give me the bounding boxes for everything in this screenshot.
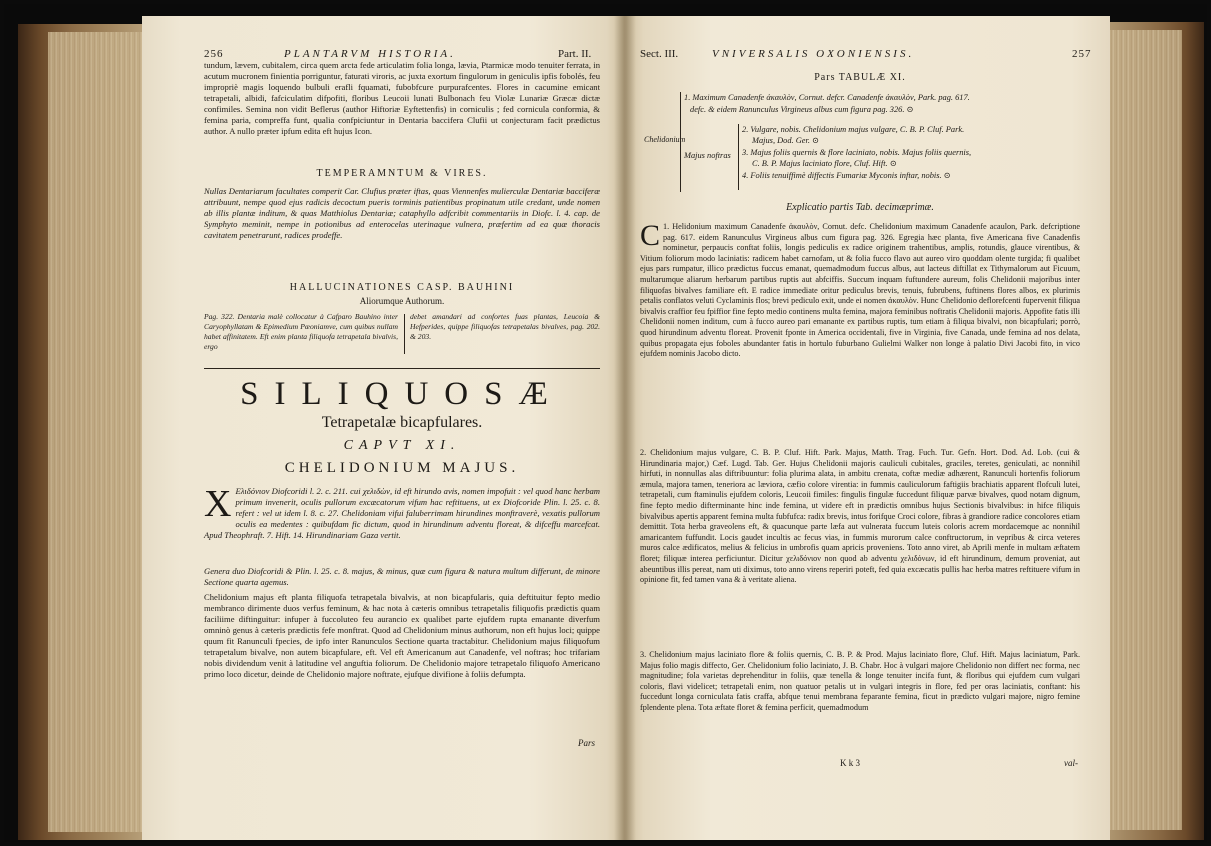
right-section-label: Sect. III. — [640, 48, 679, 60]
left-page-number: 256 — [204, 48, 224, 60]
table-entry-2a: 2. Vulgare, nobis. Chelidonium majus vulgare, C. B. P. Cluf. Park. — [742, 125, 965, 134]
open-book — [18, 10, 1204, 840]
inner-brace — [738, 124, 739, 190]
canadense-text: 1. Helidonium maximum Canadenfe ἀκαυλὸν, Cornut. defc. Chelidonium maximum Canadenfe acaulon, Park. defcriptione pag. 617. eidem Ranunculus Virgineus albus cum figura pag. 326. Egregia hæc planta, five Americana five Canadenfis nominetur, perpaucis conftat foliis, longis pediculis ex radice originem trahentibus, amplis, rotundis, glauce virentibus, & Vitium foliorum modo laciniatis: radicem habet carnofam, ut & folia fucco flavo aut aureo viro quoddam olente turgida; fi qualibet ejus pars rumpatur, illico prædictus fuccus emanat, quemadmodum fuccus albus, aut lacteus diftillat ex Tithymalorum aut Ficuum, multarumque aliarum herbarum partibus ruptis aut abfciffis. Succum inquam fuftundere aureum, folis Chelidonii majoribus inter filiquofas bivalves familiare eft. E radice immediate oritur pediculus brevis, tenuis, fubrubens, fuftinens flores albos, ex plurimis petalis conflatos veluti Cyclaminis flos; brevi pediculo exit, unde ei nomen ἀκαυλὸν. Hunc Chelidonio deflorefcenti fupervenit filiqua bivalvis craffior feu fpiffior fine fepto medio continens multa femina, majora feminibus noftratis Chelidonii majoris. Appofite fatis illi Chelidonii nomen inditum, cum à fucco aureo pari emanante ex partibus ruptis, tum etiam à filiqua bivalvi, non bicapfulari; porrò, quod hirundinum adventu floreat. Provenit fponte in America occidentali, five in Virginia, five Canada, unde femina ad nos delata, quibus propagata ejus foboles abundanter fatis in hortulo fuburbano Gulielmi Walker non longe à palatio Divi Jacobi fito, in vico ejufdem nominis Jacobo dicto. — [640, 222, 1080, 359]
table-entry-4: 4. Foliis tenuiffimè diffectis Fumariæ Myconis inftar, nobis. ⊙ — [742, 171, 951, 180]
paragraph-majus-vulgare: 2. Chelidonium majus vulgare, C. B. P. Cluf. Hift. Park. Majus, Matth. Trag. Fuch. Tur. Gefn. Hort. Dod. Ad. Lob. (cui & Hirundinaria major,) Cæf. Lugd. Tab. Ger. Hujus Chelidonii majoris cauliculi cubitales, graciles, teretes, geniculati, ac nonnihil hirfuti, in nonnullas alas diftribuuntur: folia plurima alata, in ambitu crenata, coftæ mediæ adhærent, Ranunculi hortenfis foliorum æmula, majora tamen, teneriora ac læviora, cæfio colore virentia: in fummis cauliculorum faftigiis brachiatis apparent flofculi lutei, tetrapetali, cum ftaminulis ejufdem coloris, Leucoii fimiles: fingulis fingulæ fuccedunt filiquæ parvæ bivalves, quod notam dignum, fine fepto medio difterminante hinc inde femina, ut videre eft in prædictis omnibus hujus Sectionis bivalvibus: in hifce filiquis bivalvibus apertis apparent femina multa fubfufca: radix brevis, intus forifque Croci colore, fibras à grandiore radice concolores etiam demittit. Tota herba graveolens eft, & quacunque parte læfa aut vulnerata fuccum luteis coloris acrem mordacemque ac nonnihil amaricantem fuffundit. Locis gaudet incultis ac fecus vias, in fummis murorum calce conftructorum, in vepribus & circa veteres muros calce ædificatos, melius & felicius in umbrofis quam apricis proveniens. Toto anno viret, ab Aprili menfe in multam æftatem floret; filiquæ interea perficiuntur. Dicitur χελιδόνιον non quod ab adventu χελιδόνων, id eft hirundinum, demum proveniat, aut abeuntibus illis pereat, nam uti diximus, toto anno virens reperiri poteft, fed quia excæcatis pullis hac herba matres reftituere vifum in opinione fit, fed tamen vana & à veritate aliena. — [640, 448, 1080, 585]
left-catchword: Pars — [578, 738, 596, 748]
paragraph-etymology — [204, 483, 600, 564]
table-entry-2b: Majus, Dod. Ger. ⊙ — [752, 136, 820, 145]
brace-label-chelidonium: Chelidonium — [644, 135, 686, 144]
virtues-paragraph: Nullas Dentariarum facultates comperit Car. Clufius præter iftas, quas Viennenfes mulierculæ Dentariæ bacciferæ attribuunt, nempe quod ejus radicis decoctum pueris torminis patientibus propinatum utile credant, unde nomen ab illis plantæ inditum, & quas Matthiolus Dentariæ; cataphyllo adfcribit commentariis in Diofc. l. 4. cap. de Symphyto meminit, nempe in potionibus ad enterocelas uterinaque vulnera, præfertim ad ea quæ thoracis cavitatem penetrarunt, radices prodeffe. — [204, 186, 600, 240]
paragraph-description: Chelidonium majus eft planta filiquofa tetrapetala bivalvis, at non bicapfularis, quia deftituitur fepto medio membranco dirimente duos verfus feminum, & hac nota à cæteris omnibus tetrapetalis filiquofis prædictis quam faciliime diftinguitur: infuper à fuccoluteo feu aurancio ex qualibet parte ejufdem rupta emanante diverfum omninò genus à cæteris prædictis fefe monftrat. Quod ad Chelidonium minus authorum, non eft hujus loci; quippe quum fit Ranunculi fpecies, de ipfo inter Ranunculos Sectione quarta tractabitur. Chelidonium majus filiquofum tetrapetalum bivalve, non autem bicapfulare, eft. Vel eft Americanum aut Canadenfe, vel noftras; hoc trifariam nobis dividendum venit à latitudine vel anguftia foliorum. De Chelidonio majore tetrapetalo filiquofo Americano primo loco dicetur, deinde de Chelidonio majore noftrate, ejufque divifione à foliis defumpta. — [204, 592, 600, 679]
hallucination-column-1: Pag. 322. Dentaria malè collocatur à Cafparo Bauhino inter Caryophyllatam & Epimedium Pæoniamve, cum quibus nullam habet affinitatem. Eft enim planta filiquofa tetrapetala bivalvis, ergo — [204, 312, 398, 351]
photo-frame — [4, 4, 1207, 842]
right-page-edges — [1100, 30, 1182, 830]
left-page-edges — [48, 32, 154, 832]
subtitle-tetrapetalae: Tetrapetalæ bicapfulares. — [321, 414, 483, 431]
table-entry-3b: C. B. P. Majus laciniato flore, Cluf. Hift. ⊙ — [752, 159, 897, 168]
main-title-siliquosae: SILIQUOSÆ — [240, 376, 564, 412]
book-gutter — [614, 16, 636, 840]
section-rule — [204, 368, 600, 369]
table-entry-1a: 1. Maximum Canadenfe ἀκαυλὸν, Cornut. defcr. Canadenfe ἀκαυλὸν, Park. pag. 617. — [684, 93, 970, 102]
signature-mark: K k 3 — [840, 758, 860, 768]
hallucination-column-2: debet amandari ad confortes fuas plantas, Leucoia & Hefperides, quippe filiquofas tetrapetalas bivalves, pag. 202. & 203. — [410, 312, 600, 341]
chapter-title: CHELIDONIUM MAJUS. — [284, 460, 520, 476]
outer-brace — [680, 92, 681, 192]
left-page — [142, 16, 626, 840]
left-part-label: Part. II. — [558, 48, 592, 60]
right-page-number: 257 — [1072, 48, 1092, 60]
drop-cap-c: C — [640, 219, 661, 252]
explication-heading: Explicatio partis Tab. decimæprimæ. — [786, 202, 934, 213]
table-entry-1b: defc. & eidem Ranunculus Virgineus albus cum figura pag. 326. ⊙ — [690, 105, 914, 114]
paragraph-laciniato: 3. Chelidonium majus laciniato flore & foliis quernis, C. B. P. & Prod. Majus laciniato flore, Cluf. Hift. Majus laciniatum, Park. Majus folio magis diffecto, Ger. Chelidonium folio laciniato, J. B. Chabr. Hoc à vulgari majore Chelidonio non differt nec forma, nec magnitudine; fola varietas deprehenditur in foliis, quæ tenella & longe tenuiter incifa funt, & floribus qui ejufdem cum vulgari coloris, flavi videlicet; tetrapetali enim, non quatuor petalis ut in vulgari integris in flore, fed per oras laciniatis, conftant: his fuccedunt longa corniculata fatis craffa, abfque tenui membrana feparante femina, ficut in prædicto vulgari majore, nigro femine fplendente plena. Tota æftate floret & femina perficit, quemadmodum — [640, 650, 1080, 712]
column-divider — [404, 314, 405, 354]
drop-cap-x: X — [204, 483, 232, 525]
section-heading-temperament: TEMPERAMNTUM & VIRES. — [316, 168, 488, 179]
chapter-number: CAPVT XI. — [343, 438, 461, 453]
right-catchword: val- — [1064, 758, 1078, 768]
intro-paragraph: tundum, lævem, cubitalem, circa quem arcta fede articulatim folia longa, lævia, Ptarmicæ modo tenuiter ferrata, in acutum mucronem finientia porriguntur, faturati viroris, ac juxta exortum fingulorum in geniculis ipfis fobolés, feu impropriè magis loquendo bulbuli erafli fquamati, fubobfcure purpurafcentes. Flores in cacumine emicant tetrapetali, albidi, fafciculatim difpofiti, floribus Leucoii lunati Bulbonach feu Violæ Lunariæ Græcæ dictæ confimiles. Semina non vidit Beflerus (author Hiftoriæ Eyftettenfis) in corniculis ; fed cornicula conformia, & femina paria, compreffa funt, qualia confpiciuntur in Dentaria baccifera Clufii ut conjecturam facit prædictus author. A nullo præter ipfum edita eft hujus Icon. — [204, 60, 600, 136]
brace-label-majus-nostras: Majus noftras — [684, 151, 731, 160]
section-heading-hallucinationes: HALLUCINATIONES CASP. BAUHINI — [289, 282, 515, 293]
table-entry-3a: 3. Majus foliis quernis & flore laciniato, nobis. Majus foliis quernis, — [742, 148, 972, 157]
section-heading-authors: Aliorumque Authorum. — [359, 296, 445, 306]
right-running-title: VNIVERSALIS OXONIENSIS. — [712, 48, 915, 60]
table-heading: Pars TABULÆ XI. — [814, 72, 906, 83]
left-running-title: PLANTARVM HISTORIA. — [284, 48, 456, 60]
etymology-text: Eλιδόνιον Diofcoridi l. 2. c. 211. cui χελιδὼν, id eft hirundo avis, nomen impofuit : vel quod hanc herbam primum invenerit, oculis pullorum excæcatorum vifum hac reftituens, ut ex Diofcoride Plin. l. 25. c. 8. refert : vel ut idem l. 8. c. 27. Chelidoniam vifui faluberrimam hirundines monftraverè, vexatis pullorum oculis ea medentes : quibufdam fic dictum, quod in hirundinum adventu floreat, & difceffu marcefcat. Apud Theophraft. 7. Hift. 14. Hirundinariam Gaza vertit. — [204, 486, 600, 540]
paragraph-genera: Genera duo Diofcoridi & Plin. l. 25. c. 8. majus, & minus, quæ cum figura & natura multum differunt, de minore Sectione quarta agemus. — [204, 566, 600, 587]
right-page — [624, 16, 1110, 840]
paragraph-maximum-canadense — [640, 219, 1080, 448]
